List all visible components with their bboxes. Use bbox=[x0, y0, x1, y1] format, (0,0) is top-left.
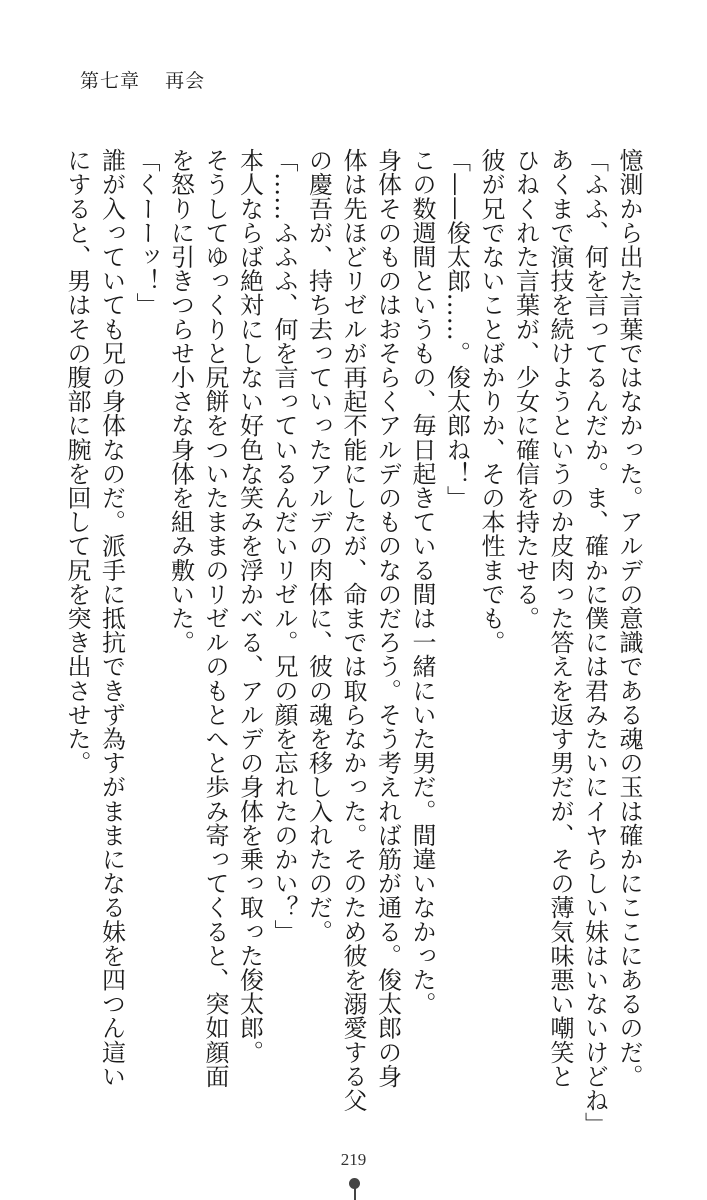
text-line: この数週間というもの、毎日起きている間は一緒にいた男だ。間違いなかった。 bbox=[408, 148, 436, 1016]
text-line: 「——俊太郎……。俊太郎ね！」 bbox=[442, 148, 471, 510]
text-line: そうしてゆっくりと尻餅をついたままのリゼルのもとへと歩み寄ってくると、突如顔面 bbox=[201, 148, 229, 1088]
text-line: あくまで演技を続けようというのか皮肉った答えを返す男だが、その薄気味悪い嘲笑と bbox=[546, 148, 574, 1088]
text-line: 彼が兄でないことばかりか、その本性までも。 bbox=[477, 148, 505, 655]
text-line: 本人ならば絶対にしない好色な笑みを浮かべる、アルデの身体を乗っ取った俊太郎。 bbox=[235, 148, 264, 1064]
text-line: 「ふふ、何を言ってるんだか。ま、確かに僕には君みたいにイヤらしい妹はいないけどね」 bbox=[580, 148, 609, 1137]
text-line: 身体そのものはおそらくアルデのものなのだろう。そう考えれば筋が通る。俊太郎の身 bbox=[373, 148, 402, 1088]
text-line: ひねくれた言葉が、少女に確信を持たせる。 bbox=[511, 148, 540, 630]
bookmark-line bbox=[354, 1188, 356, 1200]
text-line: 体は先ほどリゼルが再起不能にしたが、命までは取らなかった。そのため彼を溺愛する父 bbox=[339, 148, 367, 1112]
text-line: にすると、男はその腹部に腕を回して尻を突き出させた。 bbox=[63, 148, 91, 775]
text-line: 「……ふふふ、何を言っているんだいリゼル。兄の顔を忘れたのかい？」 bbox=[270, 148, 298, 944]
running-header bbox=[80, 66, 205, 93]
chapter-title: 再会 bbox=[165, 70, 206, 92]
text-line: 憶測から出た言葉ではなかった。アルデの意識である魂の玉は確かにここにあるのだ。 bbox=[615, 148, 643, 1088]
text-line: の慶吾が、持ち去っていったアルデの肉体に、彼の魂を移し入れたのだ。 bbox=[304, 148, 333, 944]
text-line: 「くーーッ！」 bbox=[132, 148, 160, 317]
chapter-number: 第七章 bbox=[80, 70, 141, 92]
page-number: 219 bbox=[340, 1150, 367, 1169]
body-text bbox=[63, 148, 646, 1137]
text-line: を怒りに引きつらせ小さな身体を組み敷いた。 bbox=[166, 148, 195, 655]
text-line: 誰が入っていても兄の身体なのだ。派手に抵抗できず為すがままになる妹を四つん這い bbox=[97, 148, 126, 1088]
